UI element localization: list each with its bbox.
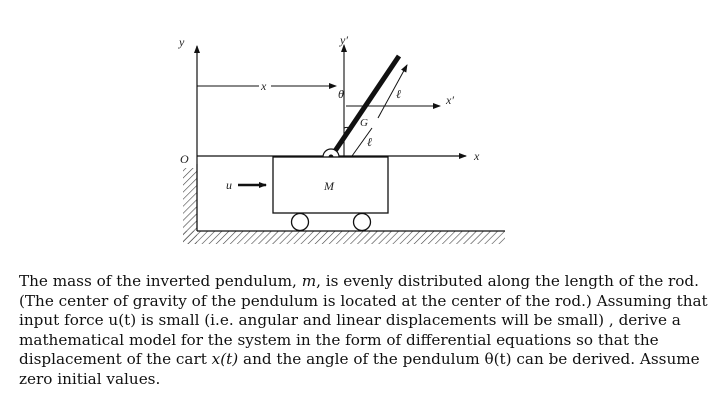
- problem-text-part-2: , is evenly distributed along the length of the rod. (The center of gravity of the pendulum is located at the center of the rod.) Assuming that input force u(t) is small (i.e. angular and linear displacements will be small) , derive a mathematical model for the system in the form of differential equations so that the displacement of the cart: [19, 272, 708, 368]
- y-axis-label: y: [179, 35, 185, 49]
- y-prime-label: y′: [340, 33, 348, 47]
- x-distance-label: x: [261, 79, 267, 93]
- lower-ell-label: ℓ: [367, 135, 372, 149]
- cart-wheel-right: [354, 214, 371, 231]
- mass-variable-m: m: [301, 272, 317, 290]
- cart-wheel-left: [292, 214, 309, 231]
- rod-upper-length-dimension: [378, 65, 407, 118]
- cart-mass-label: M: [324, 179, 334, 193]
- theta-label: θ: [338, 87, 344, 101]
- center-of-gravity-label: G: [360, 117, 368, 129]
- x-axis-label: x: [474, 149, 480, 163]
- upper-ell-label: ℓ: [396, 87, 401, 101]
- origin-label: O: [180, 152, 189, 166]
- ground-hatch: [183, 231, 505, 244]
- problem-text-part-3: and the angle of the pendulum θ(t) can be derived. Assume zero initial values.: [19, 350, 700, 388]
- problem-text-part-1: The mass of the inverted pendulum,: [19, 272, 302, 290]
- x-prime-label: x′: [446, 93, 454, 107]
- cart-displacement-variable: x(t): [211, 350, 239, 368]
- problem-statement: [19, 272, 709, 389]
- input-force-label: u: [226, 178, 232, 192]
